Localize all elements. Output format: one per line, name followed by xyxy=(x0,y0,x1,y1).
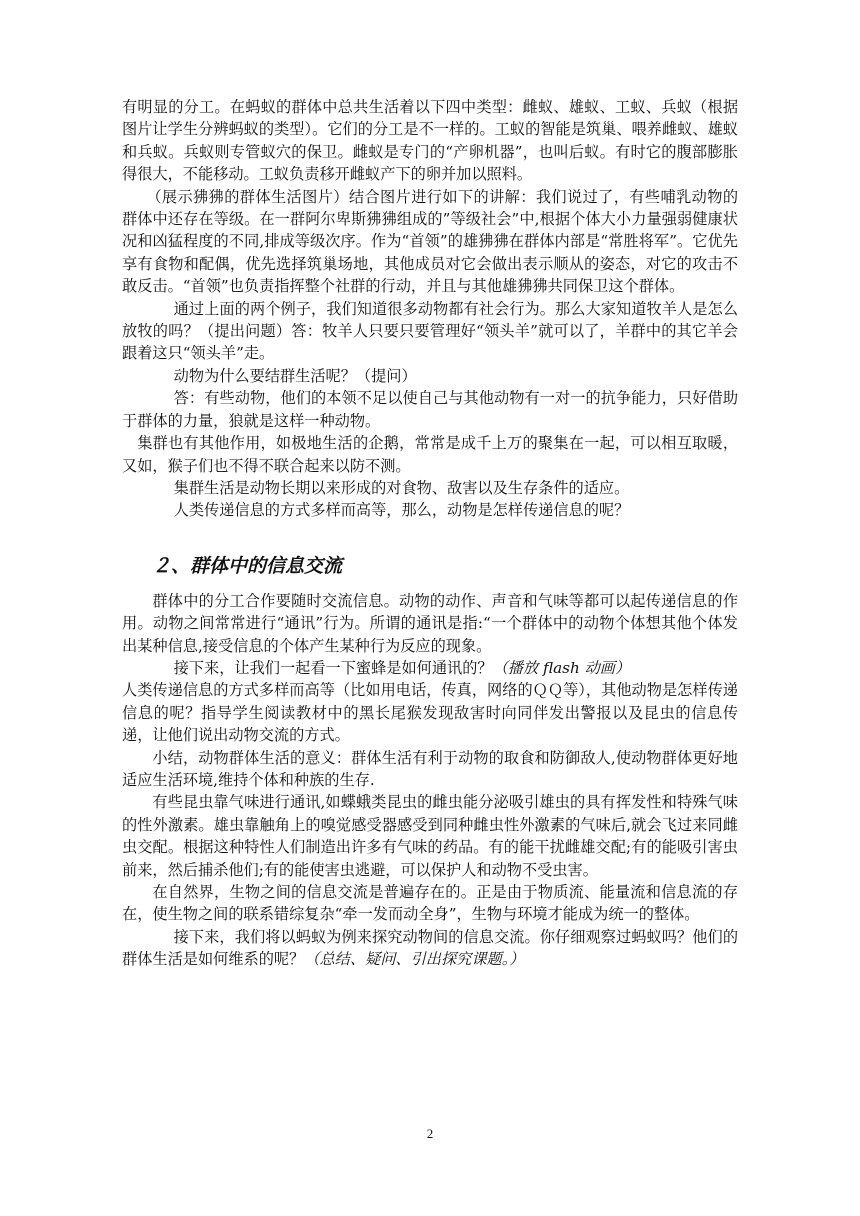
paragraph: 集群也有其他作用，如极地生活的企鹅，常常是成千上万的聚集在一起，可以相互取暖，又如，猴子们也不得不联合起来以防不测。 xyxy=(122,434,738,475)
paragraph: 小结，动物群体生活的意义：群体生活有利于动物的取食和防御敌人,使动物群体更好地适应生活环境,维持个体和种族的生存. xyxy=(122,748,738,789)
paragraph: 动物为什么要结群生活呢？（提问） xyxy=(173,366,417,385)
paragraph: 答：有些动物，他们的本领不足以使自己与其他动物有一对一的抗争能力，只好借助于群体的力量，狼就是这样一种动物。 xyxy=(122,389,738,430)
document-body xyxy=(122,96,738,971)
paragraph xyxy=(122,657,738,679)
paragraph: 集群生活是动物长期以来形成的对食物、敌害以及生存条件的适应。 xyxy=(173,478,630,497)
paragraph: 人类传递信息的方式多样而高等（比如用电话，传真，网络的ＱＱ等），其他动物是怎样传递信息的呢？指导学生阅读教材中的黑长尾猴发现敌害时向同伴发出警报以及昆虫的信息传递，让他们说出动物交流的方式。 xyxy=(122,681,738,745)
paragraph-text: 接下来，我们将以蚂蚁为例来探究动物间的信息交流。你仔细观察过蚂蚁吗？他们的群体生活是如何维系的呢？ xyxy=(122,927,738,969)
paragraph: 人类传递信息的方式多样而高等，那么，动物是怎样传递信息的呢？ xyxy=(173,501,630,520)
paragraph: 有些昆虫靠气味进行通讯,如蝶蛾类昆虫的雌虫能分泌吸引雄虫的具有挥发性和特殊气味的性外激素。雄虫靠触角上的嗅觉感受器感受到同种雌虫性外激素的气味后,就会飞过来同雌虫交配。根据这种特性人们制造出许多有气味的药品。有的能干扰雌雄交配;有的能吸引害虫前来，然后捕杀他们;有的能使害虫逃避，可以保护人和动物不受虫害。 xyxy=(122,793,738,879)
paragraph xyxy=(122,926,738,971)
paragraph: 有明显的分工。在蚂蚁的群体中总共生活着以下四中类型：雌蚁、雄蚁、工蚁、兵蚁（根据图片让学生分辨蚂蚁的类型）。它们的分工是不一样的。工蚁的智能是筑巢、喂养雌蚁、雄蚁和兵蚁。兵蚁则专管蚁穴的保卫。雌蚁是专门的“产卵机器”，也叫后蚁。有时它的腹部膨胀得很大，不能移动。工蚁负责移开雌蚁产下的卵并加以照料。 xyxy=(122,98,738,184)
stage-direction: （总结、疑问、引出探究课题。） xyxy=(304,950,525,969)
paragraph: 在自然界，生物之间的信息交流是普遍存在的。正是由于物质流、能量流和信息流的存在，使生物之间的联系错综复杂“牵一发而动全身”，生物与环境才能成为统一的整体。 xyxy=(122,883,738,924)
stage-direction: （播放 flash 动画） xyxy=(492,658,631,677)
paragraph: 通过上面的两个例子，我们知道很多动物都有社会行为。那么大家知道牧羊人是怎么放牧的吗？（提出问题）答：牧羊人只要只要管理好“领头羊”就可以了，羊群中的其它羊会跟着这只“领头羊”走。 xyxy=(122,299,738,363)
page-number: 2 xyxy=(426,1126,434,1141)
paragraph-text: 接下来，让我们一起看一下蜜蜂是如何通讯的？ xyxy=(173,658,493,677)
section-heading: ２、群体中的信息交流 xyxy=(152,554,343,577)
paragraph: 群体中的分工合作要随时交流信息。动物的动作、声音和气味等都可以起传递信息的作用。动物之间常常进行“通讯”行为。所谓的通讯是指:“一个群体中的动物个体想其他个体发出某种信息,接受信息的个体产生某种行为反应的现象。 xyxy=(122,591,738,655)
paragraph: （展示狒狒的群体生活图片）结合图片进行如下的讲解：我们说过了，有些哺乳动物的群体中还存在等级。在一群阿尔卑斯狒狒组成的”等级社会”中,根据个体大小力量强弱健康状况和凶猛程度的不同,排成等级次序。作为“首领”的雄狒狒在群体内部是“常胜将军”。它优先享有食物和配偶，优先选择筑巢场地，其他成员对它会做出表示顺从的姿态，对它的攻击不敢反击。“首领”也负责指挥整个社群的行动，并且与其他雄狒狒共同保卫这个群体。 xyxy=(122,187,738,296)
